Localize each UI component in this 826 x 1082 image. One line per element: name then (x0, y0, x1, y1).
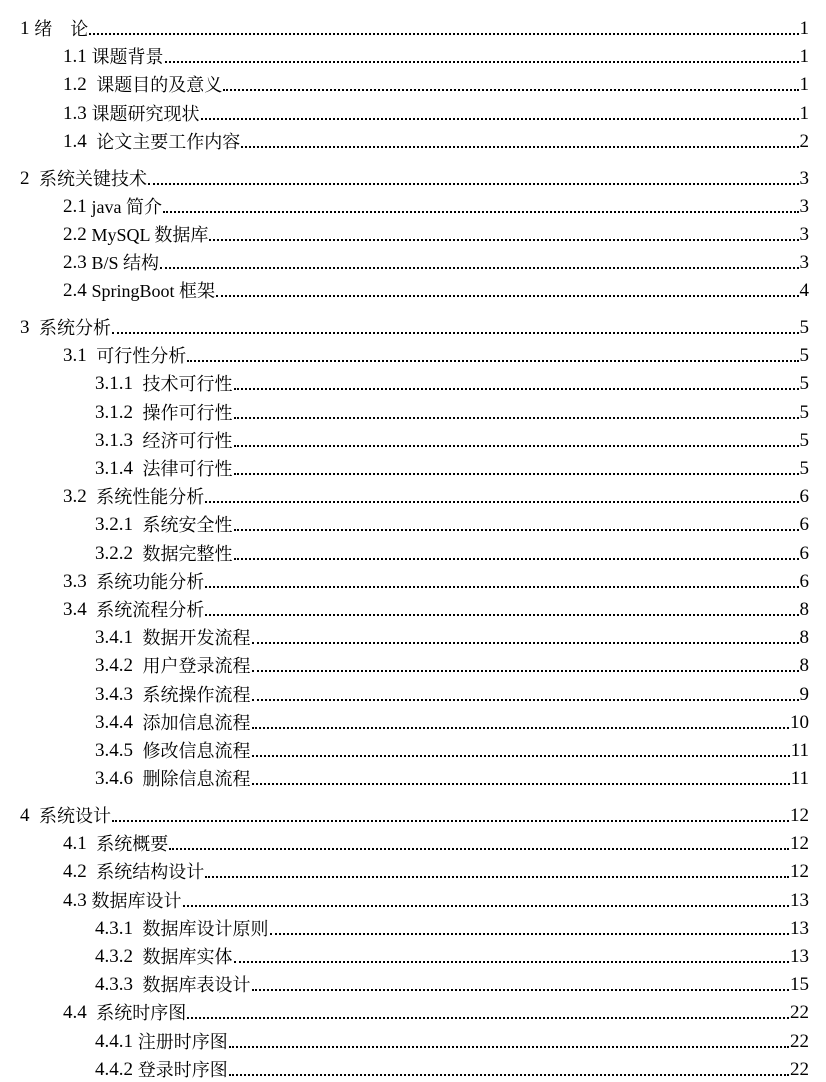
toc-line (63, 594, 809, 622)
toc-number: 2 (20, 167, 30, 189)
toc-separator (133, 741, 143, 763)
toc-entry[interactable] (0, 1026, 826, 1054)
toc-separator (87, 572, 97, 594)
toc-number: 4.3.1 (95, 917, 133, 939)
toc-entry[interactable] (0, 397, 826, 425)
toc-page-number: 5 (799, 429, 809, 451)
toc-leader-dots (201, 118, 799, 120)
toc-number: 4.3.2 (95, 945, 133, 967)
toc-line (63, 69, 809, 97)
toc-leader-dots (234, 388, 799, 390)
toc-separator (87, 487, 97, 509)
toc-number: 1.3 (63, 102, 87, 124)
toc-entry[interactable] (0, 275, 826, 303)
toc-leader-dots (234, 558, 799, 560)
toc-page-number: 6 (799, 514, 809, 536)
toc-number: 3.4.3 (95, 683, 133, 705)
toc-entry[interactable] (0, 163, 826, 191)
toc-separator (133, 628, 143, 650)
toc-entry[interactable] (0, 622, 826, 650)
toc-line (63, 41, 809, 69)
toc-title: 系统性能分析 (96, 487, 205, 508)
toc-page-number: 4 (799, 280, 809, 302)
toc-page-number: 11 (790, 768, 809, 790)
toc-line (95, 453, 809, 481)
toc-page-number: 1 (799, 46, 809, 68)
toc-line (95, 969, 809, 997)
toc-line (95, 735, 809, 763)
toc-title: 系统流程分析 (96, 600, 205, 620)
toc-separator (30, 806, 40, 828)
toc-entry[interactable] (0, 453, 826, 481)
toc-line (95, 941, 809, 969)
toc-page-number: 12 (790, 804, 809, 826)
toc-leader-dots (270, 933, 790, 935)
toc-separator (133, 656, 143, 678)
toc-line (63, 219, 809, 247)
toc-number: 2.3 (63, 252, 87, 274)
toc-leader-dots (234, 961, 790, 963)
toc-entry[interactable] (0, 13, 826, 41)
toc-number: 3.4.6 (95, 768, 133, 790)
toc-entry[interactable] (0, 707, 826, 735)
toc-entry[interactable] (0, 997, 826, 1025)
toc-page-number: 5 (799, 345, 809, 367)
toc-title: 数据库表设计 (142, 975, 251, 996)
toc-number: 3.1.1 (95, 373, 133, 395)
toc-leader-dots (205, 876, 789, 878)
toc-entry[interactable] (0, 650, 826, 678)
toc-title: 课题目的及意义 (96, 75, 223, 96)
toc-line (63, 885, 809, 913)
toc-separator (87, 600, 97, 622)
toc-number: 3.1.3 (95, 429, 133, 451)
toc-page-number: 22 (790, 1058, 809, 1080)
toc-title: 用户登录流程 (142, 656, 251, 677)
toc-leader-dots (89, 33, 798, 35)
toc-entry[interactable] (0, 509, 826, 537)
toc-title: B/S 结构 (91, 253, 160, 274)
toc-page-number: 3 (799, 223, 809, 245)
toc-separator (87, 1003, 97, 1025)
toc-separator (133, 374, 143, 396)
toc-number: 4 (20, 804, 30, 826)
toc-line (63, 481, 809, 509)
toc-title: 论文主要工作内容 (96, 131, 241, 152)
toc-page-number: 5 (799, 401, 809, 423)
toc-line (95, 425, 809, 453)
toc-entry[interactable] (0, 340, 826, 368)
toc-number: 2.4 (63, 280, 87, 302)
toc-separator (133, 685, 143, 707)
toc-title: 经济可行性 (142, 430, 233, 451)
toc-page-number: 8 (799, 599, 809, 620)
toc-number: 1.1 (63, 46, 87, 68)
toc-page-number: 11 (790, 740, 809, 761)
toc-entry[interactable] (0, 679, 826, 707)
toc-entry[interactable] (0, 885, 826, 913)
toc-number: 3.1.4 (95, 458, 133, 479)
toc-title: 数据完整性 (142, 543, 233, 564)
toc-title: 系统操作流程 (142, 684, 251, 705)
toc-leader-dots (112, 332, 799, 334)
toc-leader-dots (252, 670, 799, 672)
toc-entry[interactable] (0, 566, 826, 594)
toc-page-number: 12 (790, 833, 809, 855)
toc-title: 操作可行性 (142, 402, 233, 423)
toc-leader-dots (209, 239, 798, 241)
toc-number: 2.2 (63, 223, 87, 245)
toc-number: 4.3 (63, 889, 87, 911)
toc-page-number: 22 (790, 1002, 809, 1024)
toc-line (63, 566, 809, 594)
toc-entry[interactable] (0, 941, 826, 969)
toc-number: 1.4 (63, 130, 87, 152)
toc-leader-dots (234, 417, 799, 419)
toc-separator (133, 515, 143, 537)
toc-number: 3.3 (63, 570, 87, 592)
toc-separator (133, 975, 143, 997)
toc-separator (133, 431, 143, 453)
toc-title: 注册时序图 (137, 1031, 228, 1052)
toc-line (63, 275, 809, 303)
toc-leader-dots (148, 183, 799, 185)
toc-title: 系统概要 (96, 834, 169, 855)
toc-page-number: 6 (799, 542, 809, 564)
toc-number: 4.1 (63, 833, 87, 855)
toc-entry[interactable] (0, 735, 826, 763)
toc-line (95, 913, 809, 941)
toc-leader-dots (234, 445, 799, 447)
toc-page-number: 5 (799, 317, 809, 338)
toc-entry[interactable] (0, 191, 826, 219)
toc-line (63, 191, 809, 219)
toc-separator (87, 132, 97, 154)
toc-title: 系统分析 (39, 318, 111, 338)
toc-leader-dots (252, 642, 799, 644)
toc-entry[interactable] (0, 368, 826, 396)
toc-line (20, 312, 809, 340)
toc-leader-dots (187, 1017, 789, 1019)
toc-title: MySQL 数据库 (91, 224, 209, 245)
toc-line (20, 163, 809, 191)
toc-page-number: 13 (790, 917, 809, 939)
toc-number: 3.2 (63, 486, 87, 508)
toc-entry[interactable] (0, 538, 826, 566)
toc-leader-dots (169, 848, 789, 850)
toc-title: 可行性分析 (96, 346, 187, 367)
toc-entry[interactable] (0, 312, 826, 340)
toc-line (20, 13, 809, 41)
toc-leader-dots (216, 295, 798, 297)
toc-entry[interactable] (0, 41, 826, 69)
toc-page-number: 10 (790, 711, 809, 733)
toc-title: 数据库设计原则 (142, 918, 269, 939)
toc-leader-dots (183, 905, 790, 907)
toc-line (95, 368, 809, 396)
toc-title: 系统时序图 (96, 1003, 187, 1024)
toc-page-number: 15 (790, 974, 809, 996)
toc-page-number: 12 (790, 861, 809, 883)
toc-page-number: 13 (790, 889, 809, 911)
toc-line (95, 538, 809, 566)
toc-page-number: 22 (790, 1030, 809, 1052)
toc-entry[interactable] (0, 219, 826, 247)
toc-title: 系统结构设计 (96, 862, 205, 883)
toc-page-number: 13 (790, 945, 809, 967)
toc-number: 1 (20, 18, 30, 39)
toc-number: 3.4.1 (95, 627, 133, 649)
toc-number: 3.1.2 (95, 401, 133, 423)
toc-title: 登录时序图 (137, 1059, 228, 1080)
toc-number: 3.4.4 (95, 711, 133, 733)
toc-line (95, 509, 809, 537)
toc-leader-dots (205, 614, 798, 616)
toc-page-number: 2 (799, 130, 809, 152)
toc-number: 4.3.3 (95, 974, 133, 996)
toc-separator (133, 919, 143, 941)
toc-entry[interactable] (0, 425, 826, 453)
toc-entry[interactable] (0, 913, 826, 941)
toc-entry[interactable] (0, 594, 826, 622)
toc-page-number: 8 (799, 655, 809, 677)
toc-title: 添加信息流程 (142, 712, 251, 733)
toc-page-number: 9 (799, 683, 809, 705)
toc-page-number: 3 (799, 167, 809, 189)
toc-leader-dots (229, 1046, 789, 1048)
toc-number: 3.4.5 (95, 740, 133, 761)
toc-number: 3 (20, 317, 30, 338)
toc-leader-dots (234, 473, 799, 475)
toc-line (63, 828, 809, 856)
toc-line (63, 126, 809, 154)
toc-title: 删除信息流程 (142, 769, 251, 790)
toc-title: 技术可行性 (142, 374, 233, 395)
toc-title: 数据开发流程 (142, 628, 251, 649)
toc-entry[interactable] (0, 126, 826, 154)
toc-leader-dots (160, 267, 798, 269)
toc-leader-dots (252, 699, 799, 701)
toc-separator (87, 862, 97, 884)
toc-entry[interactable] (0, 763, 826, 791)
toc-leader-dots (234, 529, 799, 531)
toc-entry[interactable] (0, 98, 826, 126)
toc-page-number: 5 (799, 373, 809, 395)
toc-line (20, 800, 809, 828)
toc-number: 3.1 (63, 345, 87, 367)
toc-separator (133, 544, 143, 566)
toc-line (63, 98, 809, 126)
toc-number: 1.2 (63, 74, 87, 96)
toc-page-number: 3 (799, 195, 809, 217)
toc-number: 2.1 (63, 195, 87, 217)
toc-leader-dots (165, 61, 799, 63)
toc-line (95, 679, 809, 707)
toc-entry[interactable] (0, 828, 826, 856)
toc-line (63, 997, 809, 1025)
toc-title: 数据库设计 (91, 890, 182, 911)
toc-line (95, 650, 809, 678)
toc-title: 系统安全性 (142, 515, 233, 536)
toc-entry[interactable] (0, 800, 826, 828)
toc-separator (30, 169, 40, 191)
toc-page-number: 3 (799, 252, 809, 274)
toc-number: 4.4 (63, 1002, 87, 1024)
toc-number: 4.4.2 (95, 1058, 133, 1080)
toc-title: 课题背景 (91, 47, 164, 68)
toc-line (95, 707, 809, 735)
toc-title: 系统关键技术 (39, 168, 147, 189)
toc-number: 3.4.2 (95, 655, 133, 677)
toc-separator (133, 947, 143, 969)
toc-separator (87, 834, 97, 856)
toc-separator (30, 318, 40, 340)
toc-number: 3.2.1 (95, 514, 133, 536)
toc-title: 法律可行性 (142, 459, 233, 479)
toc-title: 修改信息流程 (142, 741, 251, 761)
toc-entry[interactable] (0, 481, 826, 509)
toc-leader-dots (229, 1074, 789, 1076)
toc-title: java 简介 (91, 196, 162, 217)
toc-page-number: 1 (799, 74, 809, 96)
toc-leader-dots (252, 989, 790, 991)
toc-title: 课题研究现状 (91, 103, 200, 124)
toc-leader-dots (241, 146, 798, 148)
toc-line (95, 1026, 809, 1054)
toc-entry[interactable] (0, 247, 826, 275)
toc-leader-dots (205, 586, 798, 588)
toc-separator (133, 713, 143, 735)
toc-entry[interactable] (0, 969, 826, 997)
toc-number: 3.4 (63, 599, 87, 620)
toc-page-number: 6 (799, 570, 809, 592)
toc-line (63, 247, 809, 275)
toc-leader-dots (187, 360, 798, 362)
toc-line (95, 397, 809, 425)
toc-line (95, 763, 809, 791)
toc-leader-dots (252, 727, 790, 729)
toc-title: 系统功能分析 (96, 571, 205, 592)
toc-leader-dots (205, 501, 798, 503)
toc-title: 数据库实体 (142, 946, 233, 967)
toc-separator (133, 769, 143, 791)
toc-line (95, 622, 809, 650)
toc-number: 4.4.1 (95, 1030, 133, 1052)
toc-leader-dots (112, 820, 789, 822)
toc-number: 3.2.2 (95, 542, 133, 564)
toc-leader-dots (252, 755, 790, 757)
toc-entry[interactable] (0, 69, 826, 97)
toc-page-number: 1 (799, 18, 809, 39)
toc-separator (87, 75, 97, 97)
toc-entry[interactable] (0, 856, 826, 884)
toc-title: 绪 论 (34, 19, 89, 39)
toc-leader-dots (223, 89, 798, 91)
toc-leader-dots (163, 211, 799, 213)
toc-title: SpringBoot 框架 (91, 281, 216, 302)
toc-page-number: 1 (799, 102, 809, 124)
toc-separator (133, 403, 143, 425)
toc-separator (133, 459, 143, 481)
toc-separator (87, 346, 97, 368)
toc-page-number: 6 (799, 486, 809, 508)
toc-line (63, 856, 809, 884)
toc-number: 4.2 (63, 861, 87, 883)
toc-page-number: 5 (799, 458, 809, 479)
toc-title: 系统设计 (39, 805, 111, 826)
toc-page-number: 8 (799, 627, 809, 649)
toc-line (63, 340, 809, 368)
toc-leader-dots (252, 783, 790, 785)
